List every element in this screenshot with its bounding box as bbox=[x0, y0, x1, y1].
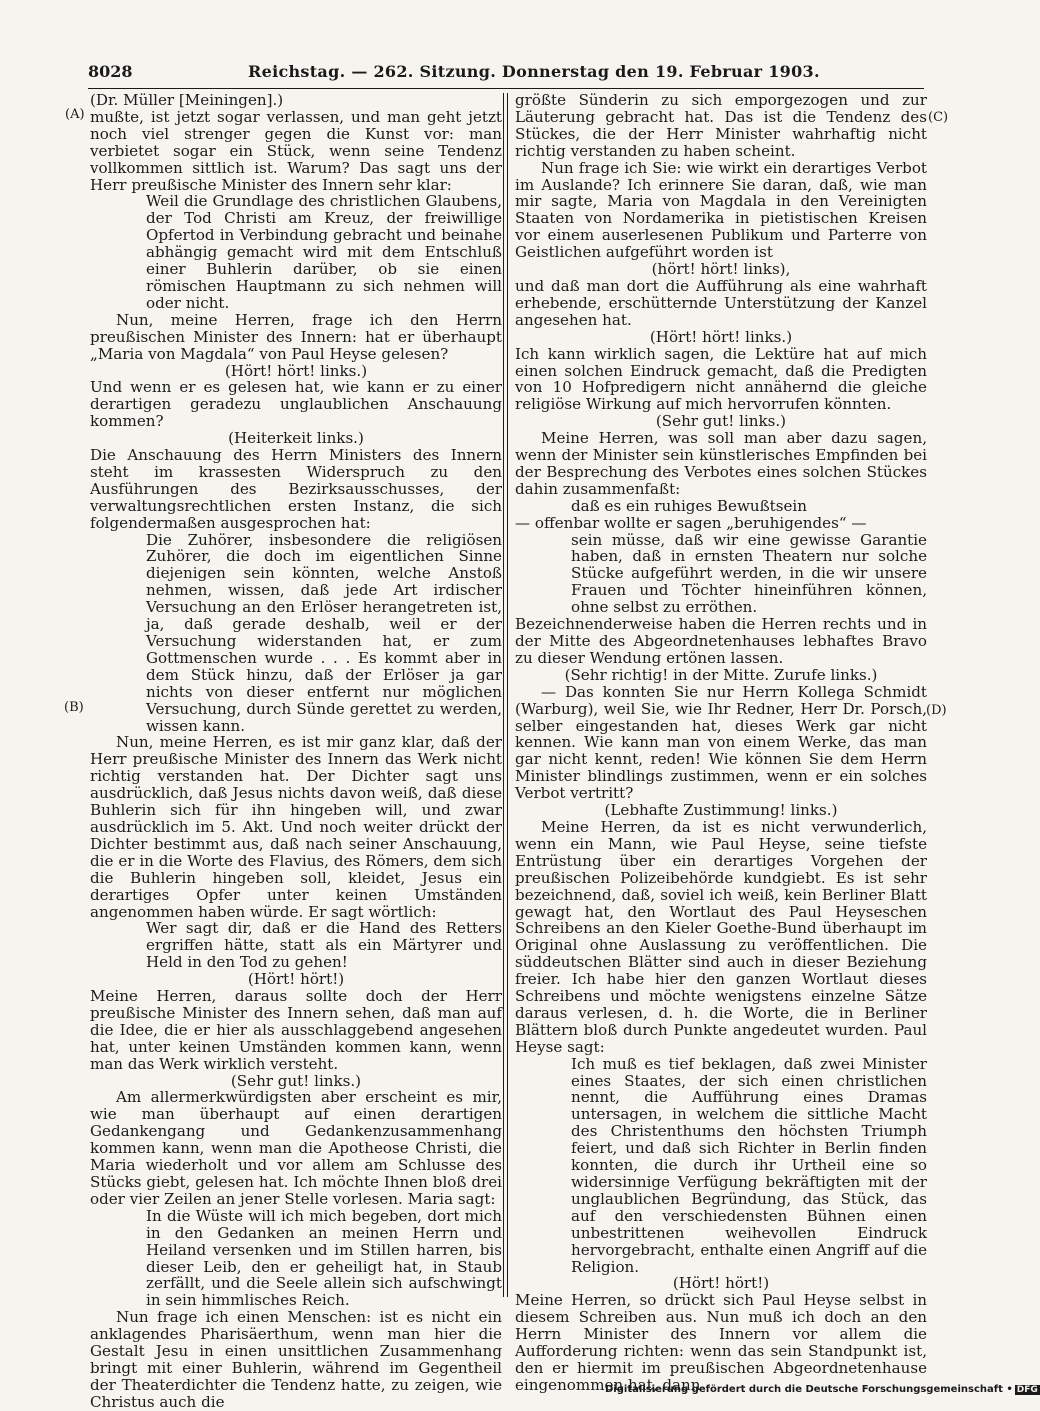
paragraph: und daß man dort die Aufführung als eine wahrhaft erhebende, erschütternde Unterstützung der Kanzel angesehen hat. bbox=[515, 276, 927, 329]
paragraph: Meine Herren, daraus sollte doch der Herr preußische Minister des Innern sehen, daß man auf die Idee, die er hier als ausschlaggebend angesehen hat, unter keinen Umständen kommen kann, wenn man das Werk wirklich versteht. bbox=[90, 987, 502, 1073]
paragraph: Nun frage ich einen Menschen: ist es nicht ein anklagendes Pharisäerthum, wenn man hier die Gestalt Jesu in einen unsittlichen Zusammenhang bringt mit einer Buhlerin, während im Gegentheil der Theaterdichter die Tendenz hatte, zu zeigen, wie Christus auch die bbox=[90, 1308, 502, 1411]
block-quote: In die Wüste will ich mich begeben, dort mich in den Gedanken an meinen Herrn und Heiland versenken und im Stillen harren, bis dieser Leib, den er geheiligt hat, in Staub zerfällt, und die Seele allein sich aufschwingt in sein himmlisches Reich. bbox=[146, 1206, 502, 1310]
interjection: (Hört! hört!) bbox=[672, 1274, 770, 1293]
paragraph: Meine Herren, so drückt sich Paul Heyse selbst in diesem Schreiben aus. Nun muß ich doch an den Herrn Minister des Innern vor allem die Aufforderung richten: wenn das sein Standpunkt ist, den er hiermit im preußischen Abgeordnetenhause eingenommen hat, dann bbox=[515, 1291, 927, 1394]
interjection: (Heiterkeit links.) bbox=[228, 429, 364, 448]
interjection: (Sehr gut! links.) bbox=[655, 412, 787, 431]
interjection: (hört! hört! links), bbox=[651, 260, 791, 279]
interjection: (Hört! hört!) bbox=[247, 970, 345, 989]
block-quote: sein müsse, daß wir eine gewisse Garantie haben, daß in ernsten Theatern nur solche Stücke aufgeführt werden, in die wir unsere Frauen und Töchter hineinführen können, ohne selbst zu erröthen. bbox=[571, 530, 927, 617]
dfg-logo: DFG bbox=[1016, 1385, 1038, 1395]
paragraph: größte Sünderin zu sich emporgezogen und zur Läuterung gebracht hat. Das ist die Tendenz des Stückes, die der Herr Minister wahrhaftig nicht richtig verstanden zu haben scheint. bbox=[515, 91, 927, 160]
paragraph: Ich kann wirklich sagen, die Lektüre hat auf mich einen solchen Eindruck gemacht, daß die Predigten von 10 Hofpredigern nicht annähernd die gleiche religiöse Wirkung auf mich hervorrufen könnten. bbox=[515, 344, 927, 414]
paragraph: Nun, meine Herren, es ist mir ganz klar, daß der Herr preußische Minister des Innern das Werk nicht richtig verstanden hat. Der Dichter sagt uns ausdrücklich, daß Jesus nichts davon weiß, daß diese Buhlerin sich für ihn hingeben will, und zwar ausdrücklich im 5. Akt. Und noch weiter drückt der Dichter bestimmt aus, daß nach seiner Anschauung, die er in die Worte des Flavius, des Römers, dem sich die Buhlerin hingeben soll, kleidet, Jesus ein derartiges Opfer unter keinen Umständen angenommen haben würde. Er sagt wörtlich: bbox=[90, 733, 502, 921]
speaker-label: (Dr. Müller [Meiningen].) bbox=[90, 91, 284, 109]
paragraph: Nun frage ich Sie: wie wirkt ein derartiges Verbot im Auslande? Ich erinnere Sie daran, daß, wie man mir sagte, Maria von Magdala in den Vereinigten Staaten von Nordamerika in pietistischen Kreisen vor einem auserlesenen Publikum und Parterre von Geistlichen aufgeführt worden ist bbox=[515, 158, 927, 262]
paragraph: — Das konnten Sie nur Herrn Kollega Schmidt (Warburg), weil Sie, wie Ihr Redner, Herr Dr. Porsch, selber eingestanden hat, dieses Werk gar nicht kennen. Wie kann man von einem Werke, das man gar nicht kennt, reden! Wie können Sie dem Herrn Minister blindlings zustimmen, wenn er ein solches Verbot vertritt? bbox=[515, 682, 927, 803]
interjection: (Hört! hört! links.) bbox=[649, 327, 793, 346]
block-quote: Weil die Grundlage des christlichen Glaubens, der Tod Christi am Kreuz, der freiwillige Opfertod in Verbindung gebracht und beinahe abhängig gemacht wird mit dem Entschluß einer Buhlerin darüber, ob sie einen römischen Hauptmann zu sich nehmen will oder nicht. bbox=[146, 192, 502, 312]
interjection: (Sehr gut! links.) bbox=[230, 1071, 362, 1090]
credit-text: Digitalisierung gefördert durch die Deutsche Forschungsgemeinschaft • bbox=[605, 1384, 1013, 1395]
paragraph: Meine Herren, da ist es nicht verwunderlich, wenn ein Mann, wie Paul Heyse, seine tiefste Entrüstung über ein derartiges Vorgehen der preußischen Polizeibehörde kundgiebt. Es ist sehr bezeichnend, daß, soviel ich weiß, kein Berliner Blatt gewagt hat, den Wortlaut des Paul Heyseschen Schreibens an den Kieler Goethe-Bund überhaupt im Original ohne Auslassung zu veröffentlichen. Die süddeutschen Blätter sind auch in dieser Beziehung freier. Ich habe hier den ganzen Wortlaut dieses Schreibens und möchte wenigstens einzelne Sätze daraus verlesen, d. h. die Worte, die in Berliner Blättern bloß durch Punkte angedeutet wurden. Paul Heyse sagt: bbox=[515, 817, 927, 1056]
header-rule bbox=[88, 88, 924, 89]
interjection: (Lebhafte Zustimmung! links.) bbox=[604, 801, 838, 820]
margin-mark-a: (A) bbox=[65, 107, 85, 122]
paragraph: mußte, ist jetzt sogar verlassen, und man geht jetzt noch viel strenger gegen die Kunst vor: man verbietet sogar ein Stück, wenn seine Tendenz vollkommen sittlich ist. Warum? Das sagt uns der Herr preußische Minister des Innern sehr klar: bbox=[90, 107, 502, 194]
margin-mark-d: (D) bbox=[926, 703, 947, 718]
paragraph: Am allermerkwürdigsten aber erscheint es mir, wie man überhaupt auf einen derartigen Gedankengang und Gedankenzusammenhang kommen kann, wenn man die Apotheose Christi, die Maria wiederholt und vor allem am Schlusse des Stücks giebt, gelesen hat. Ich möchte Ihnen bloß drei oder vier Zeilen an jener Stelle vorlesen. Maria sagt: bbox=[90, 1088, 502, 1208]
margin-mark-b: (B) bbox=[64, 700, 84, 715]
interjection: (Hört! hört! links.) bbox=[224, 361, 368, 380]
aside: — offenbar wollte er sagen „beruhigendes“ — bbox=[515, 513, 867, 532]
paragraph: Nun, meine Herren, frage ich den Herrn preußischen Minister des Innern: hat er überhaupt „Maria von Magdala“ von Paul Heyse gelesen? bbox=[90, 310, 502, 363]
paragraph: Bezeichnenderweise haben die Herren rechts und in der Mitte des Abgeordnetenhauses lebhaftes Bravo zu dieser Wendung ertönen lassen. bbox=[515, 615, 927, 667]
interjection: (Sehr richtig! in der Mitte. Zurufe links.) bbox=[564, 665, 878, 684]
paragraph: Und wenn er es gelesen hat, wie kann er zu einer derartigen geradezu unglaublichen Anschauung kommen? bbox=[90, 378, 502, 431]
block-quote: Wer sagt dir, daß er die Hand des Retters ergriffen hätte, statt als ein Märtyrer und Held in den Tod zu gehen! bbox=[146, 919, 502, 972]
page-number: 8028 bbox=[88, 62, 133, 81]
block-quote: Die Zuhörer, insbesondere die religiösen Zuhörer, die doch im eigentlichen Sinne diejenigen sein könnten, welche Anstoß nehmen, wissen, daß jede Art irdischer Versuchung an den Erlöser herangetreten ist, ja, daß gerade deshalb, weil er der Versuchung widerstanden hat, er zum Gottmenschen wurde . . . Es kommt aber in dem Stück hinzu, daß der Erlöser ja gar nichts von dieser entfernt nur möglichen Versuchung, durch Sünde gerettet zu werden, wissen kann. bbox=[146, 530, 502, 735]
paragraph: Die Anschauung des Herrn Ministers des Innern steht im krassesten Widerspruch zu den Ausführungen des Bezirksausschusses, der verwaltungsrechtlichen ersten Instanz, die sich folgendermaßen ausgesprochen hat: bbox=[90, 446, 502, 532]
page-header bbox=[88, 62, 926, 86]
right-column bbox=[515, 92, 927, 1394]
block-quote: daß es ein ruhiges Bewußtsein bbox=[571, 496, 807, 515]
digitization-credit bbox=[605, 1384, 1038, 1397]
paragraph: Meine Herren, was soll man aber dazu sagen, wenn der Minister sein künstlerisches Empfinden bei der Besprechung des Verbotes eines solchen Stückes dahin zusammenfaßt: bbox=[515, 429, 927, 498]
running-title: Reichstag. — 262. Sitzung. Donnerstag den 19. Februar 1903. bbox=[248, 62, 820, 81]
margin-mark-c: (C) bbox=[928, 110, 949, 125]
left-column bbox=[90, 92, 502, 1411]
column-divider bbox=[503, 93, 508, 1297]
block-quote: Ich muß es tief beklagen, daß zwei Minister eines Staates, der sich einen christlichen nennt, die Aufführung eines Dramas untersagen, in welchem die sittliche Macht des Christenthums den höchsten Triumph feiert, und daß sich Richter in Berlin finden konnten, die durch ihr Urtheil eine so widersinnige Verfügung bekräftigten mit der unglaublichen Begründung, das Stück, das auf den verschiedensten Bühnen einen unbestrittenen weihevollen Eindruck hervorgebracht, enthalte einen Angriff auf die Religion. bbox=[571, 1054, 927, 1276]
